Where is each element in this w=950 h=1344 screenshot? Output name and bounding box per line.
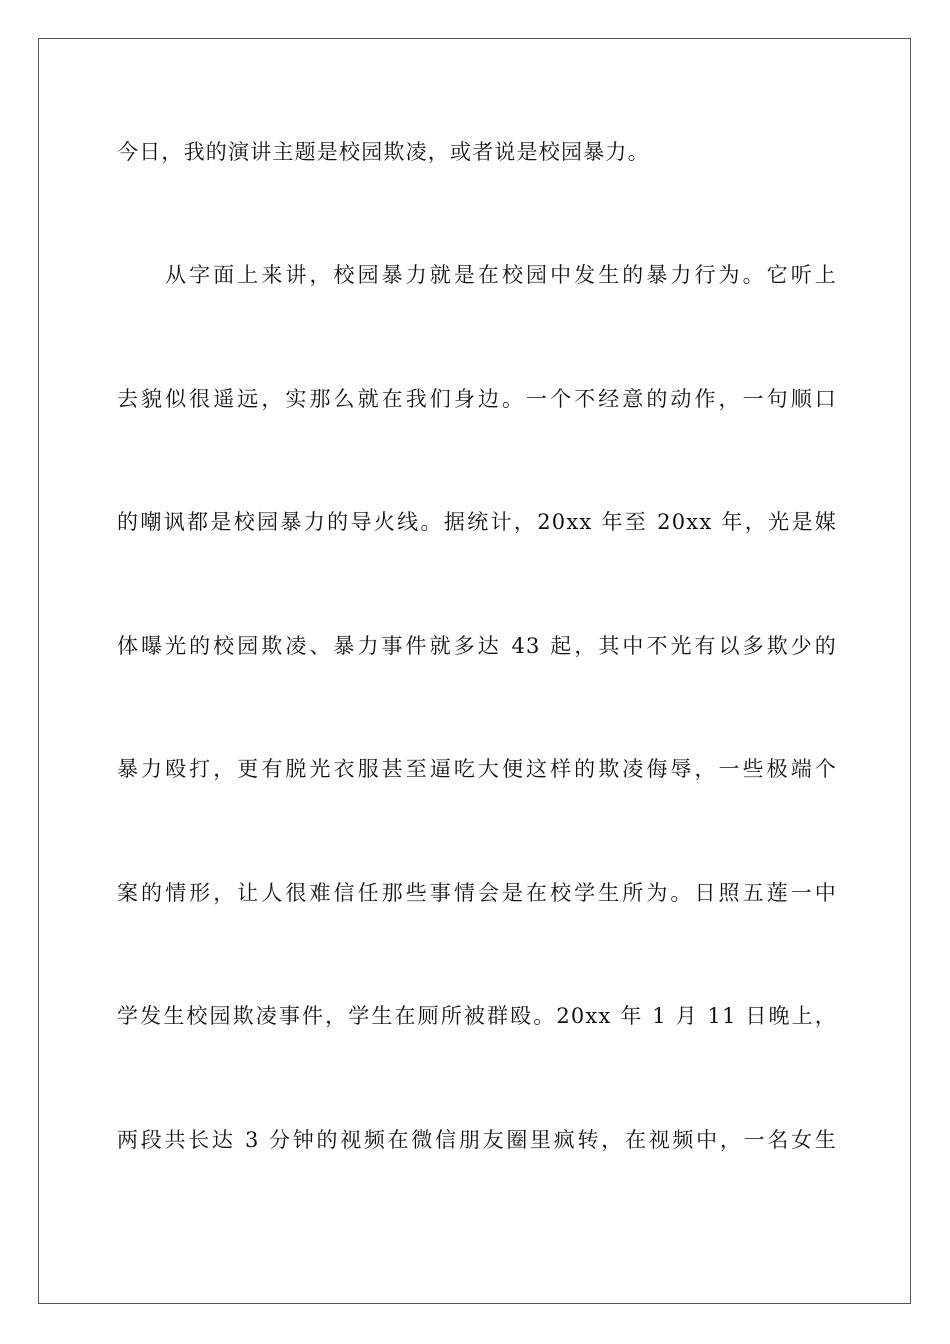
paragraph-line-8: 学发生校园欺凌事件，学生在厕所被群殴。20xx 年 1 月 11 日晚上， (117, 1004, 837, 1028)
page-border (38, 38, 911, 1304)
paragraph-line-6: 暴力殴打，更有脱光衣服甚至逼吃大便这样的欺凌侮辱，一些极端个 (117, 757, 837, 781)
paragraph-line-3: 去貌似很遥远，实那么就在我们身边。一个不经意的动作，一句顺口 (117, 387, 837, 411)
paragraph-line-2: 从字面上来讲，校园暴力就是在校园中发生的暴力行为。它听上 (117, 263, 837, 287)
paragraph-line-7: 案的情形，让人很难信任那些事情会是在校学生所为。日照五莲一中 (117, 881, 837, 905)
paragraph-line-9: 两段共长达 3 分钟的视频在微信朋友圈里疯转，在视频中，一名女生 (117, 1128, 837, 1152)
paragraph-line-5: 体曝光的校园欺凌、暴力事件就多达 43 起，其中不光有以多欺少的 (117, 634, 837, 658)
paragraph-line-1: 今日，我的演讲主题是校园欺凌，或者说是校园暴力。 (117, 140, 650, 164)
paragraph-line-4: 的嘲讽都是校园暴力的导火线。据统计，20xx 年至 20xx 年，光是媒 (117, 510, 837, 534)
